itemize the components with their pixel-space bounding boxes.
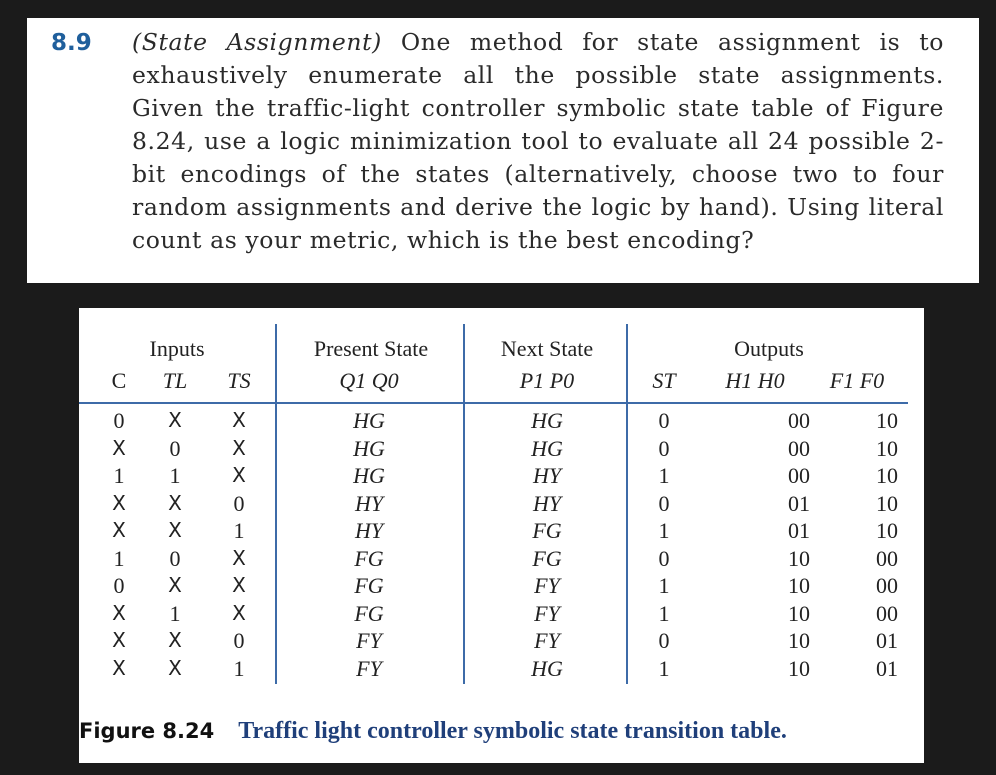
cell-ts: X — [232, 545, 246, 570]
cell-st: 0 — [658, 435, 670, 461]
cell-h: 01 — [788, 518, 810, 543]
cell-ts: X — [232, 573, 246, 597]
header-next-state: Next State — [500, 336, 594, 361]
cell-tl: X — [168, 518, 182, 542]
problem-number: 8.9 — [51, 30, 92, 56]
cell-ts: 0 — [233, 628, 245, 653]
cell-tl: X — [168, 628, 182, 652]
problem-body: One method for state assignment is to exhaustively enumerate all the possible state assignments. Given the traffic-light controller symbolic state table of Figure 8.24, use a logic minimization tool to evaluate all 24 possible 2-bit encodings of the states (alternatively, choose two to four random assignments and derive the logic by hand). Using literal count as your metric, which is the best encoding? — [132, 28, 944, 254]
cell-ts: 1 — [233, 655, 245, 681]
divider-present — [463, 324, 465, 684]
cell-st: 0 — [658, 490, 670, 516]
cell-h: 10 — [788, 573, 810, 598]
cell-f: 00 — [876, 545, 898, 571]
divider-next — [626, 324, 628, 684]
cell-f: 10 — [876, 518, 898, 543]
cell-ps: HG — [353, 408, 385, 433]
cell-c: X — [112, 490, 126, 515]
cell-st: 1 — [658, 655, 670, 681]
cell-h: 10 — [788, 545, 810, 571]
cell-st: 1 — [658, 518, 670, 543]
cell-ts: X — [232, 435, 246, 460]
cell-h: 01 — [788, 490, 810, 516]
cell-f: 10 — [876, 408, 898, 433]
subheader-f: F1 F0 — [829, 368, 885, 393]
cell-st: 0 — [658, 545, 670, 571]
cell-ps: HG — [353, 463, 385, 488]
cell-ns: FY — [534, 628, 560, 653]
problem-title: (State Assignment) — [132, 28, 382, 56]
cell-c: 1 — [113, 463, 125, 488]
cell-c: 0 — [113, 408, 125, 433]
subheader-h: H1 H0 — [725, 368, 785, 393]
cell-h: 10 — [788, 600, 810, 626]
problem-panel — [27, 18, 979, 283]
cell-f: 10 — [876, 435, 898, 461]
cell-st: 0 — [658, 408, 670, 433]
cell-ps: FY — [356, 628, 382, 653]
cell-ps: HY — [354, 518, 384, 543]
state-transition-table — [79, 308, 924, 708]
cell-ns: FY — [534, 600, 560, 626]
header-present-state: Present State — [313, 336, 429, 361]
cell-h: 10 — [788, 655, 810, 681]
header-rule — [79, 402, 908, 404]
cell-st: 0 — [658, 628, 670, 653]
figure-panel — [79, 308, 924, 763]
cell-ns: FG — [532, 545, 562, 571]
cell-f: 00 — [876, 573, 898, 598]
cell-ps: HG — [353, 435, 385, 461]
cell-f: 01 — [876, 628, 898, 653]
cell-ts: X — [232, 408, 246, 432]
cell-ps: FG — [354, 545, 384, 571]
cell-tl: X — [168, 490, 182, 515]
cell-tl: X — [168, 408, 182, 432]
cell-ns: HG — [531, 408, 563, 433]
cell-tl: 0 — [169, 545, 181, 571]
subheader-ts: TS — [227, 368, 251, 393]
problem-text — [132, 26, 944, 257]
cell-ns: FG — [532, 518, 562, 543]
cell-f: 10 — [876, 490, 898, 516]
cell-tl: 0 — [169, 435, 181, 461]
cell-ts: X — [232, 600, 246, 625]
cell-st: 1 — [658, 600, 670, 626]
caption-text: Traffic light controller symbolic state transition table. — [238, 718, 787, 744]
cell-f: 10 — [876, 463, 898, 488]
subheader-st: ST — [652, 368, 676, 393]
cell-tl: X — [168, 573, 182, 597]
subheader-next: P1 P0 — [519, 368, 575, 393]
cell-ps: FG — [354, 573, 384, 598]
cell-tl: 1 — [169, 463, 181, 488]
cell-tl: X — [168, 655, 182, 680]
cell-st: 1 — [658, 573, 670, 598]
cell-ts: 0 — [233, 490, 245, 516]
cell-f: 00 — [876, 600, 898, 626]
cell-tl: 1 — [169, 600, 181, 626]
cell-ts: X — [232, 463, 246, 487]
divider-inputs — [275, 324, 277, 684]
cell-c: 1 — [113, 545, 125, 571]
cell-f: 01 — [876, 655, 898, 681]
cell-c: 0 — [113, 573, 125, 598]
header-inputs: Inputs — [149, 336, 205, 361]
cell-h: 00 — [788, 435, 810, 461]
subheader-present: Q1 Q0 — [339, 368, 399, 393]
cell-c: X — [112, 518, 126, 542]
cell-c: X — [112, 600, 126, 625]
subheader-c: C — [111, 368, 127, 393]
cell-ns: FY — [534, 573, 560, 598]
cell-h: 10 — [788, 628, 810, 653]
cell-st: 1 — [658, 463, 670, 488]
cell-ns: HY — [532, 463, 562, 488]
cell-c: X — [112, 628, 126, 652]
header-outputs: Outputs — [734, 336, 804, 361]
cell-h: 00 — [788, 408, 810, 433]
cell-ns: HG — [531, 655, 563, 681]
cell-ps: FY — [356, 655, 382, 681]
cell-c: X — [112, 655, 126, 680]
cell-ts: 1 — [233, 518, 245, 543]
cell-ns: HY — [532, 490, 562, 516]
cell-ps: FG — [354, 600, 384, 626]
figure-caption — [79, 718, 924, 745]
cell-h: 00 — [788, 463, 810, 488]
subheader-tl: TL — [162, 368, 188, 393]
cell-ns: HG — [531, 435, 563, 461]
cell-c: X — [112, 435, 126, 460]
cell-ps: HY — [354, 490, 384, 516]
caption-label: Figure 8.24 — [79, 719, 215, 743]
